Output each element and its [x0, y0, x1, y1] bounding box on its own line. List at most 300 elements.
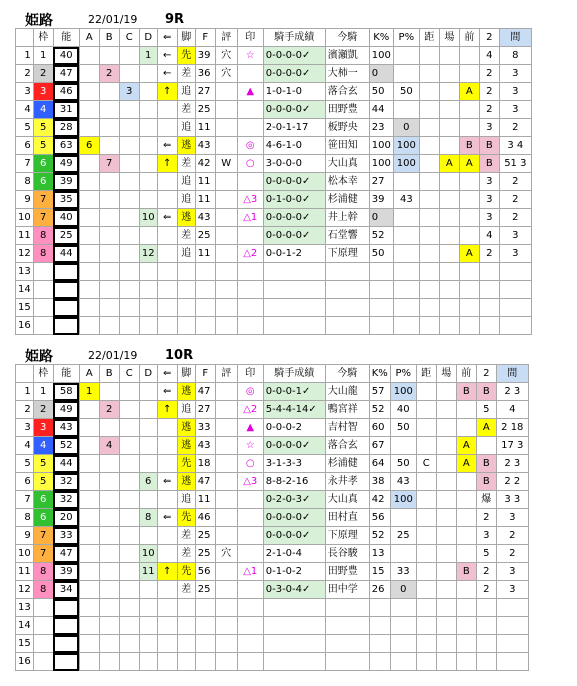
- cell-f: 25: [195, 581, 215, 599]
- cell-k: 0: [369, 65, 393, 83]
- cell-waku: 6: [33, 155, 53, 173]
- cell-p: 0: [393, 119, 419, 137]
- cell-mae: [456, 527, 476, 545]
- cell-b: [99, 491, 119, 509]
- cell-d: [139, 437, 157, 455]
- cell-ba: [436, 491, 456, 509]
- cell-f: 11: [195, 245, 215, 263]
- cell-no: 12: [16, 581, 34, 599]
- cell-b: [99, 101, 119, 119]
- cell-jockey: [325, 653, 369, 671]
- cell-nou: 47: [53, 65, 79, 83]
- cell-jockey: [325, 599, 369, 617]
- cell-c: [119, 137, 139, 155]
- cell-shirushi: ▲: [237, 83, 263, 101]
- cell-c: [119, 245, 139, 263]
- cell-kyaku: [177, 281, 195, 299]
- column-header: 評: [215, 29, 237, 47]
- cell-arrow: ⇐: [157, 509, 177, 527]
- cell-c: [119, 419, 139, 437]
- cell-kyaku: [177, 599, 195, 617]
- cell-waku: 5: [33, 137, 53, 155]
- cell-mae: A: [459, 83, 479, 101]
- cell-d: [139, 401, 157, 419]
- cell-hyo: 穴: [215, 47, 237, 65]
- cell-shirushi: ▲: [237, 419, 263, 437]
- cell-b: [99, 545, 119, 563]
- cell-kyaku: 差: [177, 155, 195, 173]
- cell-k: 15: [369, 563, 390, 581]
- cell-arrow: [157, 581, 177, 599]
- table-row[interactable]: [16, 101, 532, 119]
- cell-nou: 44: [53, 245, 79, 263]
- cell-d: 10: [139, 545, 157, 563]
- cell-kyaku: 差: [177, 227, 195, 245]
- cell-shirushi: [237, 635, 263, 653]
- cell-nou: 32: [53, 473, 79, 491]
- cell-no: 11: [16, 563, 34, 581]
- table-row[interactable]: [16, 173, 532, 191]
- header-corner: [16, 365, 34, 383]
- cell-c: [119, 383, 139, 401]
- table-row[interactable]: [16, 65, 532, 83]
- cell-record: 0-0-0-0✓: [263, 509, 325, 527]
- cell-dist: [416, 473, 436, 491]
- table-row[interactable]: [16, 299, 532, 317]
- cell-jockey: 杉浦健: [325, 191, 369, 209]
- cell-kan: 2 3: [496, 455, 528, 473]
- cell-a: [79, 491, 99, 509]
- cell-arrow: ←: [157, 65, 177, 83]
- cell-ba: [436, 455, 456, 473]
- cell-a: [79, 545, 99, 563]
- cell-mae: [459, 281, 479, 299]
- cell-jockey: [325, 635, 369, 653]
- cell-dist: [416, 581, 436, 599]
- cell-p: 50: [390, 455, 416, 473]
- cell-b: 2: [99, 401, 119, 419]
- table-row[interactable]: [16, 455, 529, 473]
- cell-c: [119, 281, 139, 299]
- cell-b: [99, 383, 119, 401]
- cell-kan: 2: [496, 545, 528, 563]
- header-row: [16, 365, 529, 383]
- column-header: 2: [476, 365, 496, 383]
- table-row[interactable]: [16, 383, 529, 401]
- cell-f: 11: [195, 173, 215, 191]
- cell-dist: [419, 299, 439, 317]
- cell-nou: 31: [53, 101, 79, 119]
- table-row[interactable]: [16, 245, 532, 263]
- cell-f: 46: [195, 509, 215, 527]
- cell-shirushi: [237, 119, 263, 137]
- cell-k: 50: [369, 245, 393, 263]
- table-row[interactable]: [16, 281, 532, 299]
- cell-b: [99, 47, 119, 65]
- cell-kan: 3: [496, 509, 528, 527]
- cell-no: 6: [16, 137, 34, 155]
- cell-jockey: 田野豊: [325, 101, 369, 119]
- cell-c: [119, 563, 139, 581]
- cell-hyo: [215, 635, 237, 653]
- cell-ni: 2: [479, 65, 499, 83]
- table-row[interactable]: [16, 599, 529, 617]
- cell-arrow: ←: [157, 47, 177, 65]
- cell-a: [79, 299, 99, 317]
- cell-k: 52: [369, 527, 390, 545]
- cell-hyo: [215, 455, 237, 473]
- cell-record: [263, 617, 325, 635]
- table-row[interactable]: [16, 473, 529, 491]
- cell-f: 11: [195, 119, 215, 137]
- column-header: 今騎: [325, 29, 369, 47]
- cell-ni: 3: [479, 191, 499, 209]
- cell-p: [393, 227, 419, 245]
- cell-mae: [456, 401, 476, 419]
- table-row[interactable]: [16, 563, 529, 581]
- cell-k: 64: [369, 455, 390, 473]
- cell-record: 3-0-0-0: [263, 155, 325, 173]
- cell-k: 67: [369, 437, 390, 455]
- cell-b: [99, 653, 119, 671]
- table-row[interactable]: [16, 581, 529, 599]
- cell-record: [263, 599, 325, 617]
- cell-ba: [436, 563, 456, 581]
- cell-d: [139, 263, 157, 281]
- cell-ba: [436, 437, 456, 455]
- cell-dist: [416, 383, 436, 401]
- cell-d: 10: [139, 209, 157, 227]
- cell-b: [99, 83, 119, 101]
- cell-p: 25: [390, 527, 416, 545]
- cell-record: 0-0-0-0✓: [263, 227, 325, 245]
- cell-hyo: [215, 209, 237, 227]
- cell-shirushi: ☆: [237, 47, 263, 65]
- cell-ba: [436, 509, 456, 527]
- cell-kan: 8: [499, 47, 531, 65]
- cell-waku: 7: [33, 191, 53, 209]
- column-header: A: [79, 29, 99, 47]
- cell-c: [119, 299, 139, 317]
- column-header: 評: [215, 365, 237, 383]
- cell-hyo: [215, 599, 237, 617]
- cell-p: 100: [390, 491, 416, 509]
- cell-kan: 3: [499, 227, 531, 245]
- cell-nou: 49: [53, 401, 79, 419]
- table-row[interactable]: [16, 509, 529, 527]
- cell-waku: 5: [33, 119, 53, 137]
- column-header: 間: [499, 29, 531, 47]
- cell-nou: [53, 317, 79, 335]
- cell-no: 10: [16, 545, 34, 563]
- cell-ni: 2: [476, 563, 496, 581]
- cell-dist: [419, 101, 439, 119]
- cell-a: [79, 155, 99, 173]
- cell-f: 33: [195, 419, 215, 437]
- cell-hyo: [215, 191, 237, 209]
- cell-f: [195, 317, 215, 335]
- cell-b: [99, 563, 119, 581]
- cell-mae: [459, 209, 479, 227]
- cell-jockey: 永井孝: [325, 473, 369, 491]
- cell-mae: [459, 227, 479, 245]
- cell-b: [99, 191, 119, 209]
- cell-hyo: [215, 509, 237, 527]
- cell-no: 2: [16, 65, 34, 83]
- cell-jockey: 大柿一: [325, 65, 369, 83]
- table-row[interactable]: [16, 527, 529, 545]
- cell-arrow: [157, 455, 177, 473]
- cell-no: 9: [16, 191, 34, 209]
- cell-hyo: [215, 617, 237, 635]
- cell-f: 56: [195, 563, 215, 581]
- table-row[interactable]: [16, 155, 532, 173]
- cell-arrow: [157, 263, 177, 281]
- table-row[interactable]: [16, 227, 532, 245]
- cell-kan: [499, 299, 531, 317]
- cell-kyaku: 差: [177, 581, 195, 599]
- table-row[interactable]: [16, 137, 532, 155]
- table-row[interactable]: [16, 263, 532, 281]
- cell-record: 0-0-0-0✓: [263, 527, 325, 545]
- cell-dist: [419, 191, 439, 209]
- cell-shirushi: [237, 299, 263, 317]
- cell-ba: [436, 419, 456, 437]
- cell-kyaku: 差: [177, 101, 195, 119]
- cell-mae: [459, 173, 479, 191]
- column-header: 間: [496, 365, 528, 383]
- table-row[interactable]: [16, 209, 532, 227]
- table-row[interactable]: [16, 401, 529, 419]
- cell-jockey: 吉村智: [325, 419, 369, 437]
- table-row[interactable]: [16, 491, 529, 509]
- cell-ba: [439, 83, 459, 101]
- cell-kyaku: [177, 299, 195, 317]
- cell-record: 0-2-0-3✓: [263, 491, 325, 509]
- cell-kyaku: [177, 263, 195, 281]
- cell-ni: 5: [476, 401, 496, 419]
- cell-shirushi: [237, 491, 263, 509]
- cell-b: [99, 263, 119, 281]
- cell-a: [79, 599, 99, 617]
- cell-ni: [476, 617, 496, 635]
- cell-waku: 6: [33, 491, 53, 509]
- cell-mae: A: [459, 245, 479, 263]
- cell-ni: 4: [479, 227, 499, 245]
- cell-mae: [459, 191, 479, 209]
- cell-ni: B: [479, 155, 499, 173]
- cell-jockey: 松本幸: [325, 173, 369, 191]
- cell-waku: 8: [33, 245, 53, 263]
- cell-d: 11: [139, 563, 157, 581]
- cell-mae: [459, 263, 479, 281]
- cell-jockey: 下原理: [325, 527, 369, 545]
- table-row[interactable]: [16, 119, 532, 137]
- cell-p: [393, 263, 419, 281]
- table-row[interactable]: [16, 317, 532, 335]
- cell-d: [139, 155, 157, 173]
- cell-f: 27: [195, 401, 215, 419]
- table-row[interactable]: [16, 191, 532, 209]
- cell-k: [369, 299, 393, 317]
- cell-nou: 58: [53, 383, 79, 401]
- cell-shirushi: ○: [237, 155, 263, 173]
- cell-dist: [419, 155, 439, 173]
- cell-f: 25: [195, 227, 215, 245]
- cell-d: [139, 299, 157, 317]
- cell-c: [119, 119, 139, 137]
- cell-waku: 4: [33, 101, 53, 119]
- cell-arrow: [157, 299, 177, 317]
- cell-jockey: [325, 299, 369, 317]
- cell-p: [393, 299, 419, 317]
- cell-k: 27: [369, 173, 393, 191]
- cell-c: [119, 263, 139, 281]
- cell-dist: [416, 527, 436, 545]
- cell-c: [119, 47, 139, 65]
- cell-d: [139, 227, 157, 245]
- cell-record: [263, 263, 325, 281]
- cell-p: 100: [393, 155, 419, 173]
- cell-b: [99, 209, 119, 227]
- table-row[interactable]: [16, 635, 529, 653]
- cell-jockey: 下原理: [325, 245, 369, 263]
- cell-p: [393, 317, 419, 335]
- cell-p: 43: [390, 473, 416, 491]
- cell-hyo: [215, 299, 237, 317]
- cell-nou: 43: [53, 419, 79, 437]
- table-row[interactable]: [16, 83, 532, 101]
- cell-hyo: [215, 317, 237, 335]
- table-row[interactable]: [16, 545, 529, 563]
- cell-waku: 8: [33, 563, 53, 581]
- cell-d: [139, 581, 157, 599]
- column-header: F: [195, 29, 215, 47]
- cell-kan: 3 4: [499, 137, 531, 155]
- cell-jockey: 石堂響: [325, 227, 369, 245]
- cell-no: 1: [16, 47, 34, 65]
- cell-dist: [416, 437, 436, 455]
- cell-dist: [416, 545, 436, 563]
- cell-f: [195, 635, 215, 653]
- cell-nou: 49: [53, 155, 79, 173]
- cell-c: [119, 155, 139, 173]
- cell-d: [139, 653, 157, 671]
- cell-kan: 3: [499, 101, 531, 119]
- cell-ni: 2: [476, 581, 496, 599]
- cell-dist: [419, 281, 439, 299]
- cell-no: 5: [16, 119, 34, 137]
- cell-arrow: [157, 545, 177, 563]
- table-row[interactable]: [16, 47, 532, 65]
- cell-ni: 2: [479, 101, 499, 119]
- column-header: B: [99, 29, 119, 47]
- cell-shirushi: [237, 173, 263, 191]
- cell-arrow: [157, 191, 177, 209]
- cell-d: [139, 281, 157, 299]
- table-row[interactable]: [16, 617, 529, 635]
- cell-k: 39: [369, 191, 393, 209]
- cell-kyaku: [177, 317, 195, 335]
- cell-c: [119, 509, 139, 527]
- cell-d: 12: [139, 245, 157, 263]
- cell-kan: 17 3: [496, 437, 528, 455]
- table-row[interactable]: [16, 437, 529, 455]
- cell-p: [393, 245, 419, 263]
- race-table: [15, 364, 529, 671]
- race-number: 9R: [165, 12, 185, 27]
- cell-f: [195, 263, 215, 281]
- cell-kan: [496, 653, 528, 671]
- cell-waku: [33, 263, 53, 281]
- cell-record: [263, 653, 325, 671]
- cell-d: [139, 599, 157, 617]
- cell-kan: [499, 281, 531, 299]
- cell-mae: [459, 299, 479, 317]
- column-header: 能: [53, 365, 79, 383]
- cell-jockey: 井上幹: [325, 209, 369, 227]
- cell-ba: [439, 263, 459, 281]
- cell-mae: [456, 617, 476, 635]
- cell-waku: 6: [33, 173, 53, 191]
- cell-record: [263, 635, 325, 653]
- cell-hyo: [215, 281, 237, 299]
- table-row[interactable]: [16, 419, 529, 437]
- cell-kan: 2: [496, 527, 528, 545]
- cell-nou: 32: [53, 491, 79, 509]
- cell-nou: 33: [53, 527, 79, 545]
- cell-f: [195, 653, 215, 671]
- cell-kan: [499, 317, 531, 335]
- cell-hyo: W: [215, 155, 237, 173]
- cell-nou: [53, 263, 79, 281]
- cell-record: 0-0-0-0✓: [263, 65, 325, 83]
- cell-ba: [436, 383, 456, 401]
- cell-ba: [436, 473, 456, 491]
- cell-k: 60: [369, 419, 390, 437]
- cell-nou: [53, 299, 79, 317]
- cell-hyo: [215, 419, 237, 437]
- cell-f: 25: [195, 101, 215, 119]
- cell-f: 47: [195, 383, 215, 401]
- cell-c: [119, 545, 139, 563]
- cell-nou: 28: [53, 119, 79, 137]
- cell-kan: [496, 617, 528, 635]
- cell-shirushi: [237, 599, 263, 617]
- table-row[interactable]: [16, 653, 529, 671]
- column-header: C: [119, 365, 139, 383]
- race-block: [0, 344, 577, 667]
- cell-hyo: [215, 119, 237, 137]
- cell-ba: A: [439, 155, 459, 173]
- cell-record: 0-1-0-2: [263, 563, 325, 581]
- cell-arrow: ⇐: [157, 137, 177, 155]
- cell-arrow: [157, 419, 177, 437]
- cell-jockey: 鴨宮祥: [325, 401, 369, 419]
- cell-ba: [436, 581, 456, 599]
- cell-shirushi: △2: [237, 245, 263, 263]
- cell-c: 3: [119, 83, 139, 101]
- cell-dist: [416, 419, 436, 437]
- cell-nou: 52: [53, 437, 79, 455]
- cell-jockey: [325, 617, 369, 635]
- cell-kan: 3: [499, 65, 531, 83]
- cell-f: 47: [195, 473, 215, 491]
- cell-hyo: [215, 491, 237, 509]
- cell-record: 0-0-0-0✓: [263, 437, 325, 455]
- cell-k: [369, 635, 390, 653]
- cell-k: 52: [369, 227, 393, 245]
